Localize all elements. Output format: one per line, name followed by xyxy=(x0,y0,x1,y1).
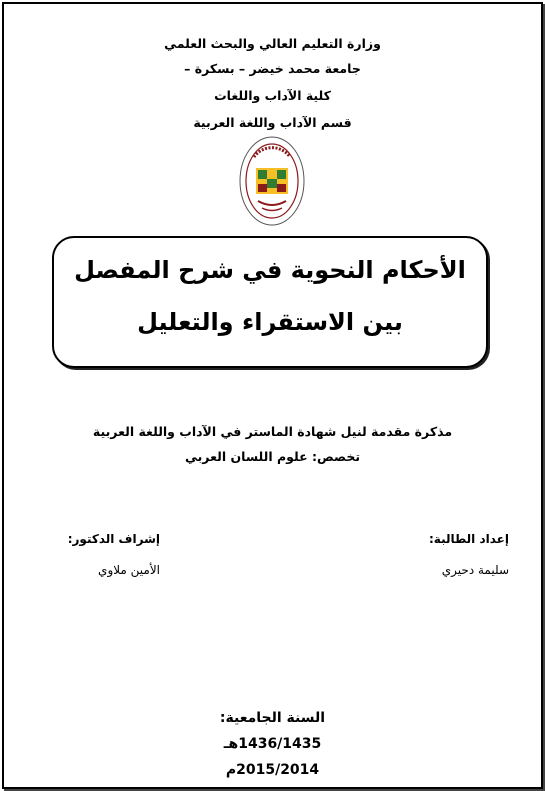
academic-year-gregorian: 2015/2014م xyxy=(225,762,320,778)
ministry-name: وزارة التعليم العالي والبحث العلمي xyxy=(164,36,381,51)
supervisor-name: الأمين ملاوي xyxy=(98,563,160,577)
department-name: قسم الآداب واللغة العربية xyxy=(193,115,352,130)
thesis-description: مذكرة مقدمة لنيل شهادة الماستر في الآداب واللغة العربية xyxy=(92,424,453,439)
faculty-name: كلية الآداب واللغات xyxy=(214,88,331,103)
specialization: تخصص: علوم اللسان العربي xyxy=(184,449,361,464)
university-seal-icon xyxy=(238,135,306,227)
thesis-title-line1: الأحكام النحوية في شرح المفصل xyxy=(74,256,466,284)
university-name: جامعة محمد خيضر – بسكرة – xyxy=(184,61,361,76)
title-box xyxy=(52,236,488,368)
student-name: سليمة دحيري xyxy=(441,563,509,577)
thesis-title-line2: بين الاستقراء والتعليل xyxy=(137,308,403,336)
supervisor-label: إشراف الدكتور: xyxy=(67,532,160,546)
student-label: إعداد الطالبة: xyxy=(429,532,509,546)
academic-year-hijri: 1436/1435هـ xyxy=(223,736,322,752)
academic-year-label: السنة الجامعية: xyxy=(219,710,326,726)
